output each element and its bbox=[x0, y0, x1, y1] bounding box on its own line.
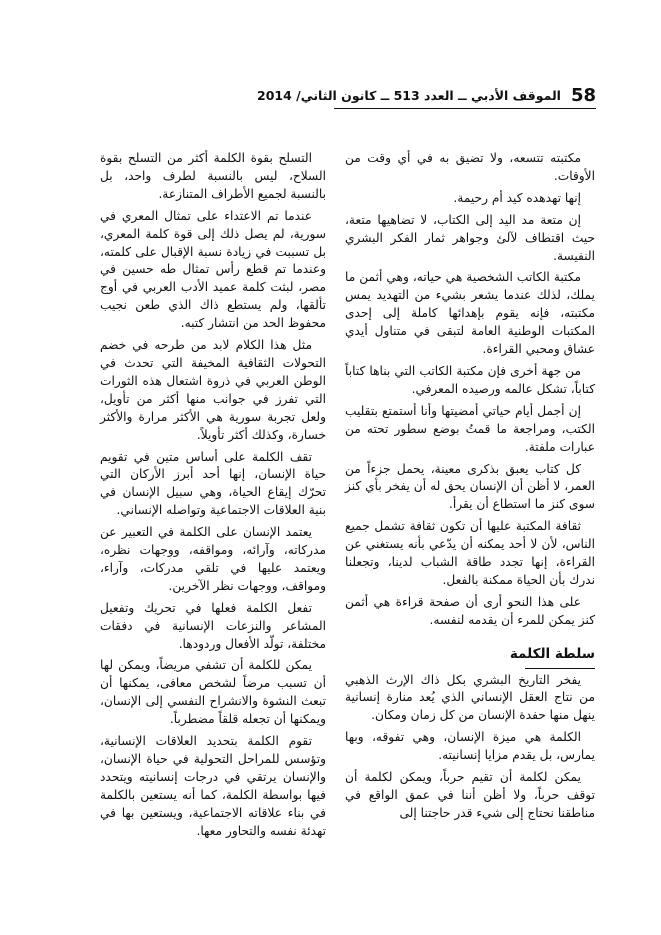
paragraph: إنها تهدهده كيد أم رحيمة. bbox=[453, 190, 581, 205]
paragraph: يمكن لكلمة أن تقيم حرباً، ويمكن لكلمة أن توقف حرباً، ولا أظن أننا في عمق الواقع في مناطقنا نحتاج إلى شيء قدر حاجتنا إلى bbox=[345, 770, 595, 820]
paragraph: كل كتاب يعبق بذكرى معينة، يحمل جزءاً من العمر، لا أظن أن الإنسان يحق له أن يفخر بأي كنز سوى كنز ما استطاع أن يقرأ. bbox=[345, 461, 595, 512]
paragraph: تقوم الكلمة بتحديد العلاقات الإنسانية، وتؤسس للمراحل التحولية في حياة الإنسان، والإنسان يرتقي في درجات إنسانيته ويتحدد فيها بواسطة الكلمة، كما أنه يستعين بالكلمة في بناء علاقاته الاجتماعية، ويستعين بها في تهدئة نفسه والتحاور معها. bbox=[100, 734, 326, 838]
paragraph: مكتبته تتسعه، ولا تضيق به في أي وقت من الأوقات. bbox=[345, 151, 595, 183]
paragraph: مكتبة الكاتب الشخصية هي حياته، وهي أثمن ما يملك، لذلك عندما يشعر بشيء من التهديد يمس مكتبته، فإنه يقوم بإهدائها كاملة إلى إحدى المكتبات الوطنية العامة لتبقى في متناول أيدي عشاق ومحبي القراءة. bbox=[345, 270, 595, 357]
paragraph: على هذا النحو أرى أن صفحة قراءة هي أثمن كنز يمكن للمرء أن يقدمه لنفسه. bbox=[345, 594, 595, 627]
paragraph: من جهة أخرى فإن مكتبة الكاتب التي بناها كتاباً كتاباً، تشكل عالمه ورصيده المعرفي. bbox=[345, 363, 595, 396]
paragraph: تقف الكلمة على أساس متين في تقويم حياة الإنسان، إنها أحد أبرز الأركان التي تحرّك إيقاع الحياة، وهي سبيل الإنسان في بنية العلاقات الاجتماعية وتواصله الإنساني. bbox=[100, 449, 326, 518]
paragraph: تفعل الكلمة فعلها في تحريك وتفعيل المشاعر والنزعات الإنسانية في دفقات مختلفة، تولّد الأفعال وردودها. bbox=[100, 600, 326, 651]
left-column bbox=[100, 150, 326, 845]
issue-line: الموقف الأدبي ــ العدد 513 ــ كانون الثاني/ 2014 bbox=[257, 87, 561, 103]
paragraph: عندما تم الاعتداء على تمثال المعري في سورية، لم يصل ذلك إلى قوة كلمة المعري، بل تسببت في زيادة نسبة الإقبال على كلمته، وعندما تم قطع رأس تمثال طه حسين في مصر، لبثت كلمة عميد الأدب العربي في أوج تألقها، ولم يستطع ذاك الذي طعن نجيب محفوظ الحد من انتشار كتبه. bbox=[100, 208, 326, 331]
paragraph: التسلح بقوة الكلمة أكثر من التسلح بقوة السلاح، ليس بالنسبة لطرف واحد، بل بالنسبة لجميع الأطراف المتنازعة. bbox=[100, 151, 326, 201]
paragraph: الكلمة هي ميزة الإنسان، وهي تفوقه، وبها يمارس، بل يقدم مزايا إنسانيته. bbox=[345, 730, 595, 763]
paragraph: ثقافة المكتبة عليها أن تكون ثقافة تشمل جميع الناس، لأن لا أحد يمكنه أن يدّعي بأنه يستغني عن القراءة، إنها تجدد طاقة الشباب لدينا، وتجعلنا ندرك بأن الحياة ممكنة بالفعل. bbox=[345, 519, 595, 587]
paragraph: يفخر التاريخ البشري بكل ذاك الإرث الذهبي من نتاج العقل الإنساني الذي يُعد منارة إنسانية ينهل منها حفدة الإنسان من كل زمان ومكان. bbox=[345, 672, 595, 723]
paragraph: إن متعة مد اليد إلى الكتاب، لا تضاهيها متعة، حيث اقتطاف لآلئ وجواهر ثمار الفكر البشري النفيسة. bbox=[345, 212, 595, 263]
right-column bbox=[345, 150, 595, 827]
paragraph: يعتمد الإنسان على الكلمة في التعبير عن مدركاته، وآرائه، ومواقفه، ووجهات نظره، ويعتمد عليها في تلقي مدركات، وآراء، ومواقف، ووجهات نظر الآخرين. bbox=[100, 525, 326, 593]
header-rule bbox=[334, 108, 596, 109]
paragraph: إن أجمل أيام حياتي أمضيتها وأنا أستمتع بتقليب الكتب، ومراجعة ما قمتُ بوضع سطور تحته من عبارات ملفتة. bbox=[345, 403, 595, 454]
paragraph: مثل هذا الكلام لابد من طرحه في خضم التحولات الثقافية المخيفة التي تحدث في الوطن العربي في ذروة اشتعال هذه الثورات التي تفرز في جوانب منها أكثر من تأويل، ولعل تجربة سورية هي الأكثر مرارة والأكثر خسارة، وكذلك أكثر تأويلاً. bbox=[100, 338, 326, 442]
page-header bbox=[257, 84, 596, 106]
section-heading: سلطة الكلمة bbox=[510, 646, 595, 666]
page-number: 58 bbox=[570, 84, 596, 106]
paragraph: يمكن للكلمة أن تشفي مريضاً، ويمكن لها أن تسبب مرضاً لشخص معافى، يمكنها أن تبعث النشوة والانشراح النفسي إلى الإنسان، ويمكنها أن تجعله قلقاً مضطرباً. bbox=[100, 658, 326, 727]
